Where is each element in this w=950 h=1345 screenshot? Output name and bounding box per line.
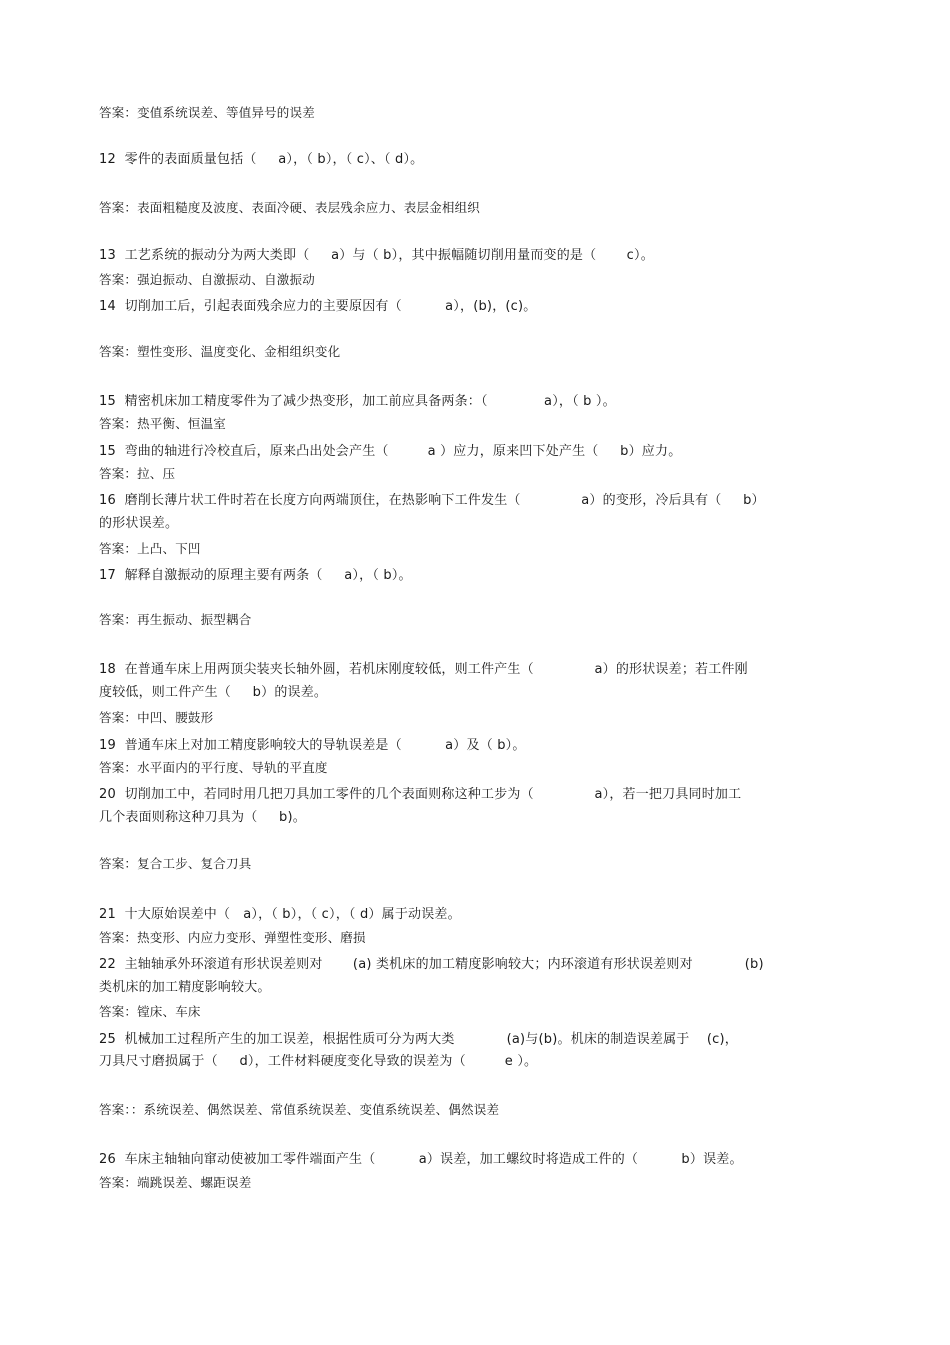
answer-line-12: 答案：表面粗糙度及波度、表面冷硬、表层残余应力、表层金相组织 <box>99 200 481 215</box>
question-line-16-cont: 的形状误差。 <box>99 516 179 531</box>
answer-line-21: 答案：热变形、内应力变形、弹塑性变形、磨损 <box>99 930 366 945</box>
question-line-19: 19 普通车床上对加工精度影响较大的导轨误差是（ a）及（ b）。 <box>99 738 526 753</box>
question-line-22: 22 主轴轴承外环滚道有形状误差则对 (a) 类机床的加工精度影响较大；内环滚道有形状误差则对 (b) <box>99 957 764 972</box>
question-line-16: 16 磨削长薄片状工件时若在长度方向两端顶住，在热影响下工件发生（ a）的变形，冷后具有（ b） <box>99 493 765 508</box>
answer-line-18: 答案：中凹、腰鼓形 <box>99 710 214 725</box>
answer-line-20: 答案：复合工步、复合刀具 <box>99 856 252 871</box>
answer-line-17: 答案：再生振动、振型耦合 <box>99 612 252 627</box>
question-line-22-cont: 类机床的加工精度影响较大。 <box>99 980 271 995</box>
question-line-15a: 15 精密机床加工精度零件为了减少热变形，加工前应具备两条：（ a），（ b ）。 <box>99 394 616 409</box>
question-line-17: 17 解释自激振动的原理主要有两条（ a），（ b）。 <box>99 568 412 583</box>
answer-line-25: 答案：：系统误差、偶然误差、常值系统误差、变值系统误差、偶然误差 <box>99 1102 500 1117</box>
question-line-20-cont: 几个表面则称这种刀具为（ b)。 <box>99 810 306 825</box>
answer-line-19: 答案：水平面内的平行度、导轨的平直度 <box>99 760 328 775</box>
question-line-18: 18 在普通车床上用两顶尖装夹长轴外圆，若机床刚度较低，则工件产生（ a）的形状误差；若工件刚 <box>99 662 748 677</box>
question-line-15b: 15 弯曲的轴进行冷校直后，原来凸出处会产生（ a ）应力，原来凹下处产生（ b）应力。 <box>99 444 682 459</box>
question-line-21: 21 十大原始误差中（ a），（ b），（ c），（ d）属于动误差。 <box>99 907 461 922</box>
question-line-20: 20 切削加工中，若同时用几把刀具加工零件的几个表面则称这种工步为（ a），若一把刀具同时加工 <box>99 787 742 802</box>
question-line-25: 25 机械加工过程所产生的加工误差，根据性质可分为两大类 (a)与(b)。机床的制造误差属于 (c)， <box>99 1032 738 1047</box>
question-line-14: 14 切削加工后，引起表面残余应力的主要原因有（ a），(b)，(c)。 <box>99 299 537 314</box>
answer-line-16: 答案：上凸、下凹 <box>99 541 201 556</box>
answer-line-15b: 答案：拉、压 <box>99 466 176 481</box>
answer-line-15a: 答案：热平衡、恒温室 <box>99 416 227 431</box>
question-line-12: 12 零件的表面质量包括（ a），（ b），（ c）、（ d）。 <box>99 152 424 167</box>
question-line-25-cont: 刀具尺寸磨损属于（ d），工件材料硬度变化导致的误差为（ e ）。 <box>99 1054 538 1069</box>
answer-line-22: 答案：镗床、车床 <box>99 1004 201 1019</box>
answer-line-11: 答案：变值系统误差、等值异号的误差 <box>99 105 315 120</box>
question-line-26: 26 车床主轴轴向窜动使被加工零件端面产生（ a）误差，加工螺纹时将造成工件的（ b）误差。 <box>99 1152 743 1167</box>
question-line-13: 13 工艺系统的振动分为两大类即（ a）与（ b），其中振幅随切削用量而变的是（ c）。 <box>99 248 654 263</box>
answer-line-26: 答案：端跳误差、螺距误差 <box>99 1175 252 1190</box>
question-line-18-cont: 度较低，则工件产生（ b）的误差。 <box>99 685 328 700</box>
answer-line-13: 答案：强迫振动、自激振动、自激振动 <box>99 272 315 287</box>
answer-line-14: 答案：塑性变形、温度变化、金相组织变化 <box>99 344 341 359</box>
